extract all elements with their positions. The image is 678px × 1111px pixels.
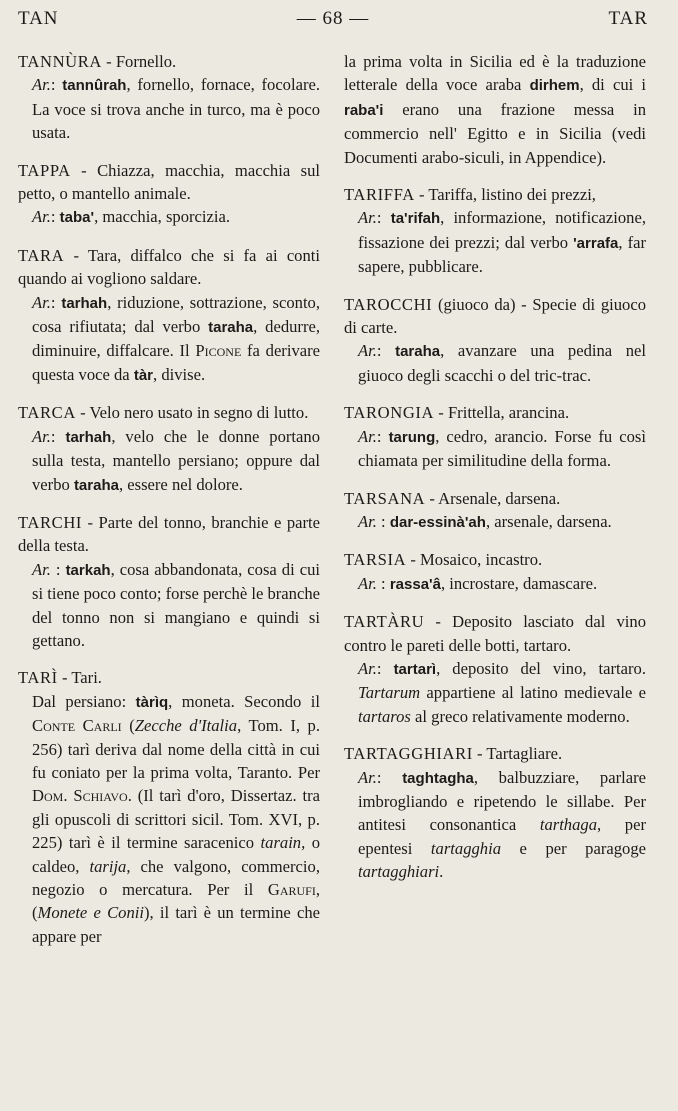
text: e per paragoge	[501, 838, 646, 858]
work-title: Monete e Conii	[37, 903, 144, 923]
headword: TARSANA	[344, 488, 426, 508]
headword: TAROCCHI	[344, 294, 433, 314]
text: (	[121, 716, 135, 736]
definition: - Deposito lasciato dal vino contro le pareti delle botti, tartaro.	[344, 612, 646, 655]
arabic-label: Ar.	[32, 559, 51, 579]
text: , per epentesi	[358, 815, 646, 858]
author-name: Picone	[195, 341, 242, 361]
entry-tarchi	[18, 511, 320, 652]
text: :	[50, 207, 60, 227]
definition: - Parte del tonno, branchie e parte della testa.	[18, 512, 320, 556]
foreign-term: tarain,	[260, 833, 306, 853]
entry-tarsia	[344, 548, 646, 596]
foreign-term: tartagghiari	[358, 862, 440, 882]
definition: - Fornello.	[102, 52, 177, 71]
left-column	[18, 50, 320, 962]
text: . (Il tarì d'oro, Dissertaz. tra gli opuscoli di scrittori sicil. Tom. XVI, p. 225) tarì è il termine saracenico	[32, 786, 320, 853]
arabic-label: Ar.	[358, 426, 377, 446]
text: :	[50, 559, 66, 579]
arabic-word: raba'i	[344, 101, 384, 119]
text: fa derivare questa voce da	[32, 341, 320, 384]
latin-term: Tartarum	[358, 683, 421, 703]
text: , Tom. I, p. 256) tarì deriva dal nome della città in cui fu coniato per la prima volta, Taranto. Per	[32, 716, 320, 782]
text: , che valgono, commercio, negozio o mercatura. Per il	[32, 856, 320, 899]
definition: - Tariffa, listino dei prezzi,	[414, 185, 596, 205]
arabic-label: Ar.	[32, 207, 51, 227]
arabic-word: ta'rifah	[390, 210, 441, 228]
arabic-label: Ar.	[358, 658, 377, 678]
headword: TARA	[18, 245, 65, 265]
text: , riduzione, sottrazione, sconto, cosa rifiutata; dal verbo	[32, 292, 321, 337]
text: :	[376, 426, 389, 446]
arabic-word: tàr	[133, 366, 154, 384]
entry-tara	[18, 244, 320, 387]
text: , velo che le donne portano sulla testa, mantello persiano; oppure dal verbo	[32, 426, 320, 494]
entry-tappa	[18, 159, 320, 230]
text: :	[50, 292, 62, 312]
definition: - Frittella, arancina.	[434, 403, 570, 423]
arabic-label: Ar.	[32, 292, 51, 312]
definition: - Mosaico, incastro.	[406, 550, 543, 570]
greek-term: tartaros	[358, 706, 411, 726]
definition: - Arsenale, darsena.	[425, 488, 561, 508]
text: o caldeo,	[32, 833, 320, 876]
text: , essere nel dolore.	[118, 474, 243, 494]
text: :	[376, 208, 391, 228]
arabic-word: rassa'â	[389, 575, 441, 593]
entry-tarsana	[344, 487, 646, 535]
text: appartiene al latino medievale e	[420, 683, 646, 703]
arabic-label: Ar.	[32, 426, 51, 446]
text: erano una frazione messa in commercio nell' Egitto e in Sicilia (vedi Documenti arabo-siculi, in Appendice).	[344, 99, 646, 167]
entry-tari-continued	[344, 50, 646, 169]
arabic-word: taraha	[73, 476, 119, 494]
definition: - Tara, diffalco che si fa ai conti quando ai vogliono saldare.	[18, 245, 320, 289]
text: , cedro, arancio. Forse fu così chiamata per similitudine della forma.	[358, 426, 646, 471]
text: , incrostare, damascare.	[440, 573, 598, 593]
foreign-term: tartagghia	[430, 838, 501, 858]
foreign-term: tarija	[89, 856, 127, 876]
text: :	[376, 573, 390, 593]
text: , moneta. Secondo il	[168, 691, 320, 711]
arabic-label: Ar.	[358, 341, 377, 361]
arabic-word: tartarì	[393, 660, 437, 678]
text: , balbuzziare, parlare imbrogliando e ripetendo le sillabe. Per antitesi consonantica	[358, 767, 646, 835]
headword: TARÌ	[18, 668, 58, 688]
arabic-word: taba'	[59, 209, 95, 227]
arabic-word: tarhah	[65, 428, 112, 446]
headword: TARTAGGHIARI	[344, 744, 473, 764]
text: , (	[32, 880, 320, 923]
entry-tarongia	[344, 401, 646, 472]
arabic-word: dar-essinà'ah	[389, 513, 486, 531]
text: , fornello, fornace, focolare. La voce si trova anche in turco, ma è poco usata.	[32, 75, 320, 143]
arabic-label: Ar.	[358, 511, 377, 531]
entry-tarocchi	[344, 293, 646, 388]
headword: TAPPA	[18, 160, 71, 180]
arabic-label: Ar.	[358, 573, 377, 593]
entry-tartagghiari	[344, 742, 646, 883]
arabic-word: taghtagha	[402, 769, 474, 787]
definition: - Velo nero usato in segno di lutto.	[75, 403, 309, 423]
arabic-word: tarhah	[61, 294, 108, 312]
definition: - Tartagliare.	[472, 744, 563, 764]
headword: TARONGIA	[344, 403, 435, 423]
author-name: Garufi	[267, 880, 316, 899]
text: , cosa abbandonata, cosa di cui si tiene poco conto; forse perchè le branche del tonno non si mangiano e quindi si gettano.	[32, 559, 320, 650]
arabic-label: Ar.	[358, 208, 377, 228]
text: , arsenale, darsena.	[485, 511, 612, 531]
page-header	[18, 8, 648, 34]
page-number: — 68 —	[296, 8, 370, 29]
text: Dal persiano:	[32, 691, 136, 711]
text: al greco relativamente moderno.	[410, 706, 630, 726]
text: ), il tarì è un termine che appare per	[32, 903, 320, 946]
entry-tannura	[18, 50, 320, 145]
text: .	[439, 862, 444, 882]
text: la prima volta in Sicilia ed è la traduzione letterale della voce araba	[344, 52, 646, 95]
entry-tartaru	[344, 610, 646, 728]
arabic-word: taraha	[395, 343, 441, 361]
text: , far sapere, pubblicare.	[358, 232, 646, 277]
text: :	[376, 767, 403, 787]
text: , deposito del vino, tartaro.	[436, 658, 646, 678]
text: , divise.	[153, 364, 206, 384]
arabic-word: 'arrafa	[573, 234, 619, 252]
arabic-word: dirhem	[529, 77, 580, 95]
text: :	[376, 658, 394, 678]
definition: - Chiazza, macchia, macchia sul petto, o mantello animale.	[18, 160, 320, 204]
headword: TARSIA	[344, 550, 407, 570]
right-column	[344, 50, 646, 898]
text: :	[376, 511, 390, 531]
arabic-label: Ar.	[32, 75, 51, 95]
arabic-word: taraha	[208, 319, 254, 337]
arabic-word: tarkah	[65, 561, 111, 579]
entry-tariffa	[344, 183, 646, 279]
text: :	[50, 426, 66, 446]
author-name: Conte Carli	[32, 716, 122, 736]
headword: TARTÀRU	[344, 612, 425, 632]
text: , avanzare una pedina nel giuoco degli scacchi o del tric-trac.	[358, 341, 646, 385]
entry-tari	[18, 666, 320, 948]
header-left-guide-word: TAN	[18, 8, 59, 29]
text: :	[376, 341, 396, 361]
headword: TARCA	[18, 403, 76, 423]
definition: (giuoco da) - Specie di giuoco di carte.	[344, 294, 646, 338]
definition: - Tari.	[57, 668, 102, 688]
text: , dedurre, diminuire, diffalcare. Il	[32, 317, 320, 361]
work-title: Zecche d'Italia	[134, 716, 238, 736]
persian-word: tàrìq	[135, 693, 169, 711]
headword: TARIFFA	[344, 185, 415, 205]
text: :	[50, 75, 63, 95]
headword: TARCHI	[18, 512, 83, 532]
text: , di cui i	[579, 75, 646, 95]
arabic-word: tarung	[388, 428, 436, 446]
foreign-term: tarthaga	[539, 815, 597, 835]
arabic-word: tannûrah	[62, 77, 127, 95]
header-right-guide-word: TAR	[608, 8, 648, 29]
text: , macchia, sporcizia.	[94, 207, 231, 227]
arabic-label: Ar.	[358, 767, 377, 787]
entry-tarca	[18, 401, 320, 497]
text: , informazione, notificazione, fissazione dei prezzi; dal verbo	[358, 208, 646, 252]
headword: TANNÙRA	[18, 52, 102, 71]
author-name: Dom. Schiavo	[32, 786, 128, 806]
